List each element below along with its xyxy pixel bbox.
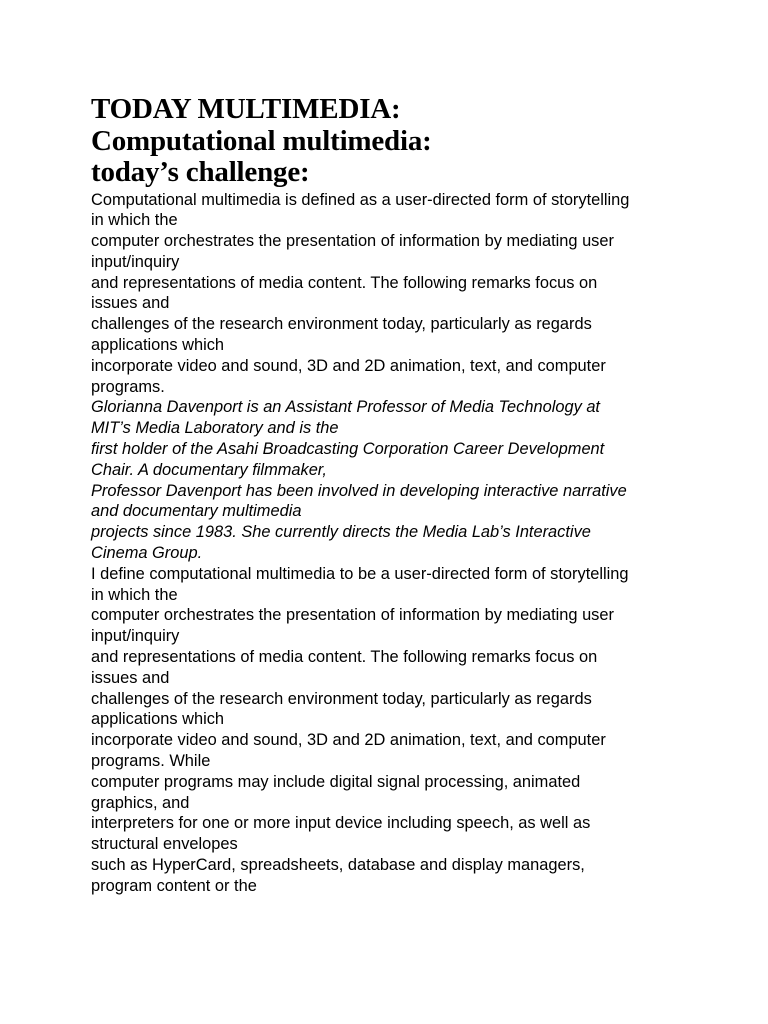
document-page — [91, 94, 751, 897]
author-bio: Glorianna Davenport is an Assistant Professor of Media Technology at MIT’s Media Laboratory and is the first holder of the Asahi Broadcasting Corporation Career Development Chair. A documentary filmmaker, Professor Davenport has been involved in developing interactive narrative and documentary multimedia projects since 1983. She currently directs the Media Lab’s Interactive Cinema Group. — [91, 398, 627, 563]
document-title — [91, 94, 751, 189]
title-line-1: TODAY MULTIMEDIA: — [91, 93, 401, 125]
title-line-3: today’s challenge: — [91, 156, 310, 188]
title-line-2: Computational multimedia: — [91, 124, 432, 157]
intro-paragraph: Computational multimedia is defined as a user-directed form of storytelling in which the computer orchestrates the presentation of information by mediating user input/inquiry and representations of media content. The following remarks focus on issues and challenges of the research environment today, particularly as regards applications which incorporate video and sound, 3D and 2D animation, text, and computer programs. — [91, 190, 630, 396]
body-paragraph: I define computational multimedia to be a user-directed form of storytelling in which the computer orchestrates the presentation of information by mediating user input/inquiry and representations of media content. The following remarks focus on issues and challenges of the research environment today, particularly as regards applications which incorporate video and sound, 3D and 2D animation, text, and computer programs. While computer programs may include digital signal processing, animated graphics, and interpreters for one or more input device including speech, as well as structural envelopes such as HyperCard, spreadsheets, database and display managers, program content or the — [91, 564, 629, 895]
